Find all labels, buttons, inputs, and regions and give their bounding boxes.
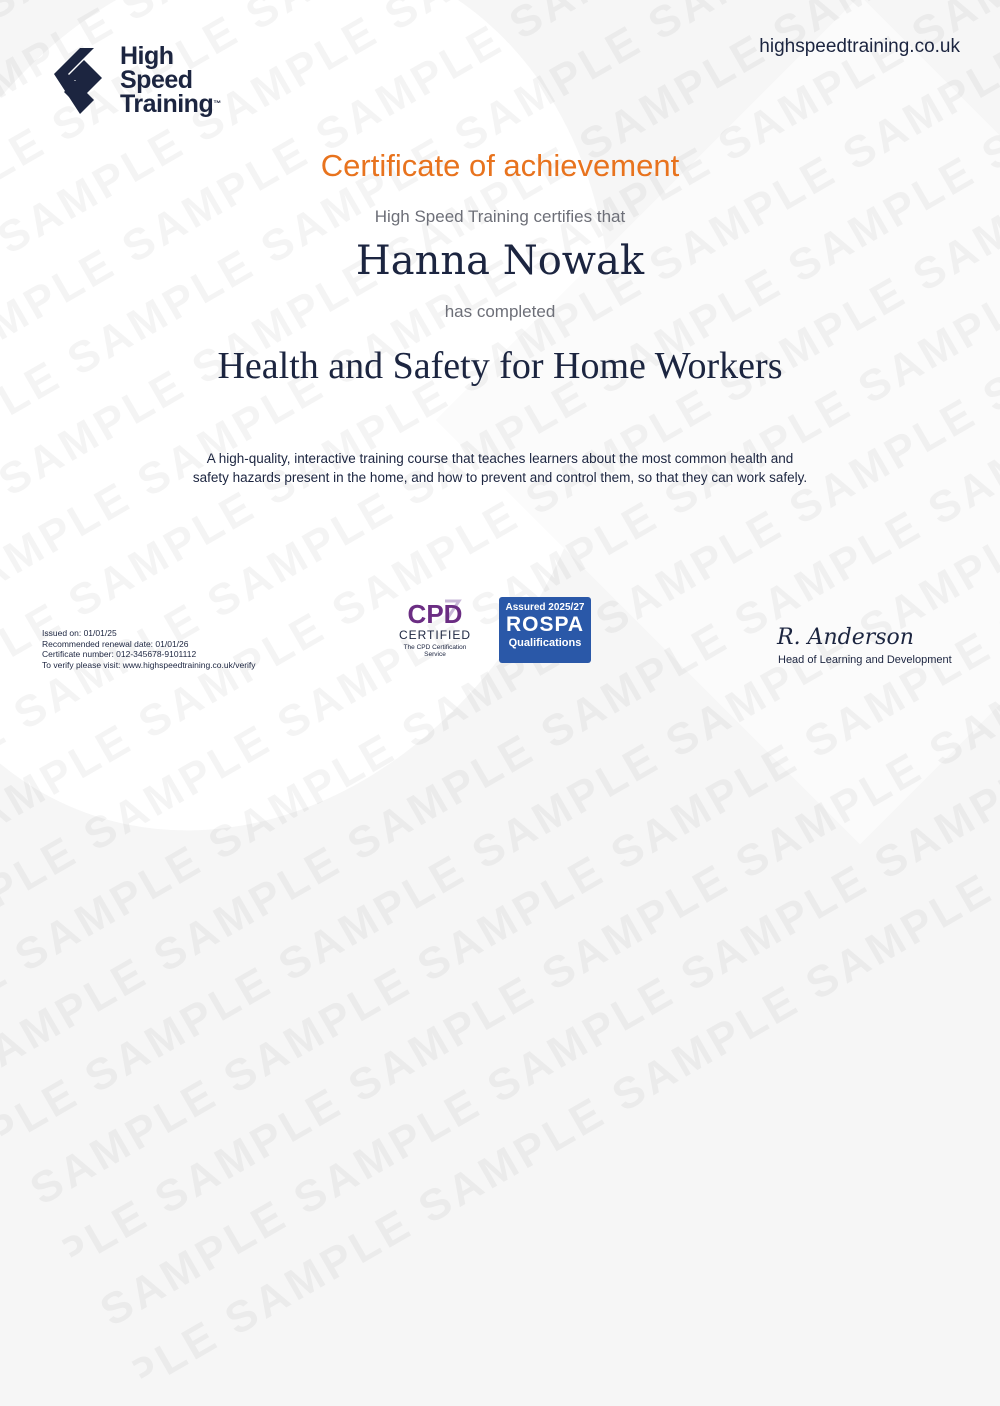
certificate-number: Certificate number: 012-345678-9101112 (42, 649, 197, 659)
svg-text:Service: Service (424, 651, 446, 658)
svg-text:R. Anderson: R. Anderson (777, 625, 914, 650)
cpd-certified-badge (395, 597, 475, 665)
logo-line: Speed (120, 66, 193, 94)
signature-image (775, 618, 925, 652)
svg-text:The CPD Certification: The CPD Certification (403, 644, 467, 651)
rospa-assured: Assured 2025/27 (505, 602, 585, 613)
logo-line: Training (120, 90, 214, 118)
course-title: Health and Safety for Home Workers (217, 345, 783, 387)
high-speed-training-logo (42, 40, 221, 120)
trademark: ™ (213, 99, 221, 108)
cpd-logo-icon (395, 597, 475, 661)
rospa-qualifications: Qualifications (508, 637, 582, 649)
svg-text:CERTIFIED: CERTIFIED (398, 628, 472, 642)
logo-line: High (120, 42, 174, 70)
signatory-title: Head of Learning and Development (778, 654, 952, 666)
certificate-meta (42, 628, 256, 670)
certificate-title: Certificate of achievement (320, 148, 680, 183)
renewal-date: Recommended renewal date: 01/01/26 (42, 638, 189, 649)
completed-text: has completed (444, 302, 556, 321)
svg-text:CPD: CPD (407, 599, 463, 629)
verify-text: To verify please visit: www.highspeedtraining.co.uk/verify (42, 659, 256, 670)
recipient-name: Hanna Nowak (355, 238, 645, 284)
certifies-text: High Speed Training certifies that (374, 207, 626, 226)
signature (775, 618, 925, 656)
course-description: A high-quality, interactive training course that teaches learners about the most common health and safety hazards present in the home, and how to prevent and control them, so that they can work safely. (192, 451, 808, 485)
logo-chevron-icon (42, 40, 110, 120)
website-url: highspeedtraining.co.uk (759, 36, 960, 57)
rospa-logo: ROSPA (505, 613, 585, 636)
issued-date: Issued on: 01/01/25 (42, 628, 117, 638)
rospa-badge (499, 597, 591, 663)
logo-text (120, 44, 221, 116)
